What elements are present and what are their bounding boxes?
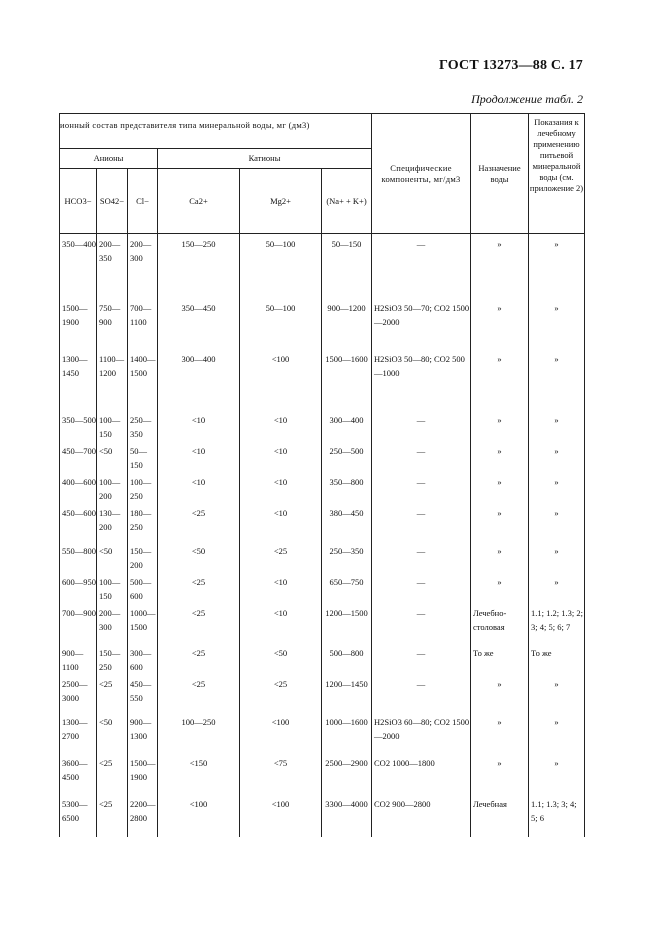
cell-purpose: » [471,472,529,503]
cell-so4: 100—150 [97,410,128,441]
cell-hco3: 350—500 [60,410,97,441]
cell-ind: То же [529,643,585,674]
cell-spec: — [372,441,471,472]
table-row [60,503,585,541]
cell-ind: » [529,472,585,503]
cell-nak: 250—500 [322,441,372,472]
cell-spec: — [372,572,471,603]
cell-cl: 900—1300 [128,712,158,753]
cell-ca: <10 [158,441,240,472]
table-row [60,298,585,349]
cell-nak: 500—800 [322,643,372,674]
table-row [60,349,585,410]
cell-ca: <25 [158,603,240,643]
cell-so4: 100—200 [97,472,128,503]
table-row [60,753,585,794]
cell-mg: <100 [240,794,322,837]
cell-cl: 1000—1500 [128,603,158,643]
cell-mg: <10 [240,441,322,472]
cell-nak: 900—1200 [322,298,372,349]
cell-ind: 1.1; 1.3; 3; 4; 5; 6 [529,794,585,837]
cell-cl: 700—1100 [128,298,158,349]
cell-cl: 150—200 [128,541,158,572]
table-row [60,441,585,472]
cell-mg: 50—100 [240,234,322,298]
cell-so4: <50 [97,541,128,572]
cell-so4: 750—900 [97,298,128,349]
cell-ca: <25 [158,674,240,712]
cell-so4: <25 [97,753,128,794]
cell-hco3: 1300—2700 [60,712,97,753]
cell-ind: » [529,572,585,603]
table-row [60,410,585,441]
cell-nak: 1500—1600 [322,349,372,410]
cell-spec: CO2 900—2800 [372,794,471,837]
cell-purpose: Лечебная [471,794,529,837]
cell-mg: 50—100 [240,298,322,349]
cell-cl: 50—150 [128,441,158,472]
cell-hco3: 2500—3000 [60,674,97,712]
mg-header: Mg2+ [240,169,322,234]
cell-hco3: 1500—1900 [60,298,97,349]
specific-components-header: Специфические компоненты, мг/дм3 [372,114,471,234]
cell-mg: <25 [240,541,322,572]
cell-hco3: 600—950 [60,572,97,603]
cell-mg: <10 [240,572,322,603]
cell-spec: CO2 1000—1800 [372,753,471,794]
cell-so4: <25 [97,794,128,837]
cell-so4: 150—250 [97,643,128,674]
cell-spec: — [372,472,471,503]
cell-ca: <10 [158,472,240,503]
cell-hco3: 350—400 [60,234,97,298]
cell-purpose: » [471,410,529,441]
purpose-header: Назначение воды [471,114,529,234]
indications-header: Показания к лечебному применению питьевой минеральной воды (см. приложение 2) [529,114,585,234]
cell-spec: — [372,603,471,643]
cell-nak: 250—350 [322,541,372,572]
cell-ind: » [529,753,585,794]
cell-purpose: » [471,712,529,753]
cell-cl: 200—300 [128,234,158,298]
cell-ind: » [529,503,585,541]
ion-composition-group-header: ионный состав представителя типа минеральной воды, мг (дм3) [60,114,372,149]
cell-hco3: 550—800 [60,541,97,572]
cell-mg: <10 [240,410,322,441]
cell-ca: <150 [158,753,240,794]
cell-spec: H2SiO3 50—80; CO2 500—1000 [372,349,471,410]
cell-ind: » [529,441,585,472]
cell-nak: 3300—4000 [322,794,372,837]
cell-cl: 2200—2800 [128,794,158,837]
cell-hco3: 1300—1450 [60,349,97,410]
cell-ind: » [529,349,585,410]
table-row [60,472,585,503]
cell-ca: <25 [158,572,240,603]
table-row [60,712,585,753]
cell-purpose: » [471,298,529,349]
cell-mg: <75 [240,753,322,794]
cell-purpose: » [471,541,529,572]
cell-spec: — [372,503,471,541]
table-continuation-label: Продолжение табл. 2 [471,92,583,106]
cell-mg: <25 [240,674,322,712]
ca-header: Ca2+ [158,169,240,234]
cell-purpose: » [471,234,529,298]
cell-hco3: 3600—4500 [60,753,97,794]
cell-so4: 130—200 [97,503,128,541]
hco3-header: HCO3− [60,169,97,234]
cell-so4: 200—300 [97,603,128,643]
cell-ca: <25 [158,643,240,674]
cell-ca: 150—250 [158,234,240,298]
cell-ca: <25 [158,503,240,541]
cell-spec: — [372,674,471,712]
cell-purpose: » [471,441,529,472]
cell-spec: — [372,643,471,674]
cell-ca: <50 [158,541,240,572]
cell-ind: » [529,674,585,712]
cations-header: Катионы [158,149,372,169]
cell-spec: — [372,410,471,441]
so4-header: SO42− [97,169,128,234]
cell-ind: » [529,541,585,572]
table-row [60,643,585,674]
cell-cl: 1400—1500 [128,349,158,410]
cell-purpose: » [471,349,529,410]
cell-hco3: 700—900 [60,603,97,643]
table-row [60,541,585,572]
cell-nak: 650—750 [322,572,372,603]
cell-cl: 180—250 [128,503,158,541]
cell-cl: 1500—1900 [128,753,158,794]
cell-ind: 1.1; 1.2; 1.3; 2; 3; 4; 5; 6; 7 [529,603,585,643]
page-header: ГОСТ 13273—88 С. 17 [439,58,583,73]
cell-spec: H2SiO3 60—80; CO2 1500—2000 [372,712,471,753]
table-row [60,234,585,298]
cell-ind: » [529,410,585,441]
cell-cl: 300—600 [128,643,158,674]
cell-purpose: » [471,674,529,712]
cell-nak: 50—150 [322,234,372,298]
cell-ca: 300—400 [158,349,240,410]
cell-mg: <100 [240,349,322,410]
cell-ca: 350—450 [158,298,240,349]
cell-so4: 1100—1200 [97,349,128,410]
cell-nak: 380—450 [322,503,372,541]
cell-ca: <10 [158,410,240,441]
table-row [60,603,585,643]
cell-hco3: 5300—6500 [60,794,97,837]
cell-ind: » [529,712,585,753]
cell-purpose: То же [471,643,529,674]
cell-ind: » [529,234,585,298]
cell-mg: <10 [240,503,322,541]
anions-header: Анионы [60,149,158,169]
mineral-water-table [59,113,585,837]
cell-ca: <100 [158,794,240,837]
cell-cl: 250—350 [128,410,158,441]
cell-nak: 350—800 [322,472,372,503]
cell-so4: 200—350 [97,234,128,298]
cell-hco3: 400—600 [60,472,97,503]
cell-cl: 450—550 [128,674,158,712]
cell-mg: <10 [240,603,322,643]
cell-mg: <100 [240,712,322,753]
cell-purpose: Лечебно-столовая [471,603,529,643]
cell-cl: 500—600 [128,572,158,603]
cell-purpose: » [471,572,529,603]
cell-hco3: 450—700 [60,441,97,472]
cell-nak: 1200—1500 [322,603,372,643]
cell-nak: 1200—1450 [322,674,372,712]
nak-header: (Na+ + K+) [322,169,372,234]
cell-purpose: » [471,503,529,541]
cell-nak: 2500—2900 [322,753,372,794]
cell-spec: — [372,234,471,298]
table-body [60,234,585,837]
cell-spec: H2SiO3 50—70; CO2 1500—2000 [372,298,471,349]
cell-nak: 1000—1600 [322,712,372,753]
cell-so4: <25 [97,674,128,712]
table-row [60,572,585,603]
cell-spec: — [372,541,471,572]
cell-so4: 100—150 [97,572,128,603]
cell-ca: 100—250 [158,712,240,753]
cl-header: Cl− [128,169,158,234]
cell-so4: <50 [97,712,128,753]
cell-cl: 100—250 [128,472,158,503]
cell-hco3: 450—600 [60,503,97,541]
cell-mg: <50 [240,643,322,674]
cell-so4: <50 [97,441,128,472]
cell-mg: <10 [240,472,322,503]
cell-hco3: 900—1100 [60,643,97,674]
table-row [60,674,585,712]
cell-purpose: » [471,753,529,794]
table-row [60,794,585,837]
cell-nak: 300—400 [322,410,372,441]
cell-ind: » [529,298,585,349]
